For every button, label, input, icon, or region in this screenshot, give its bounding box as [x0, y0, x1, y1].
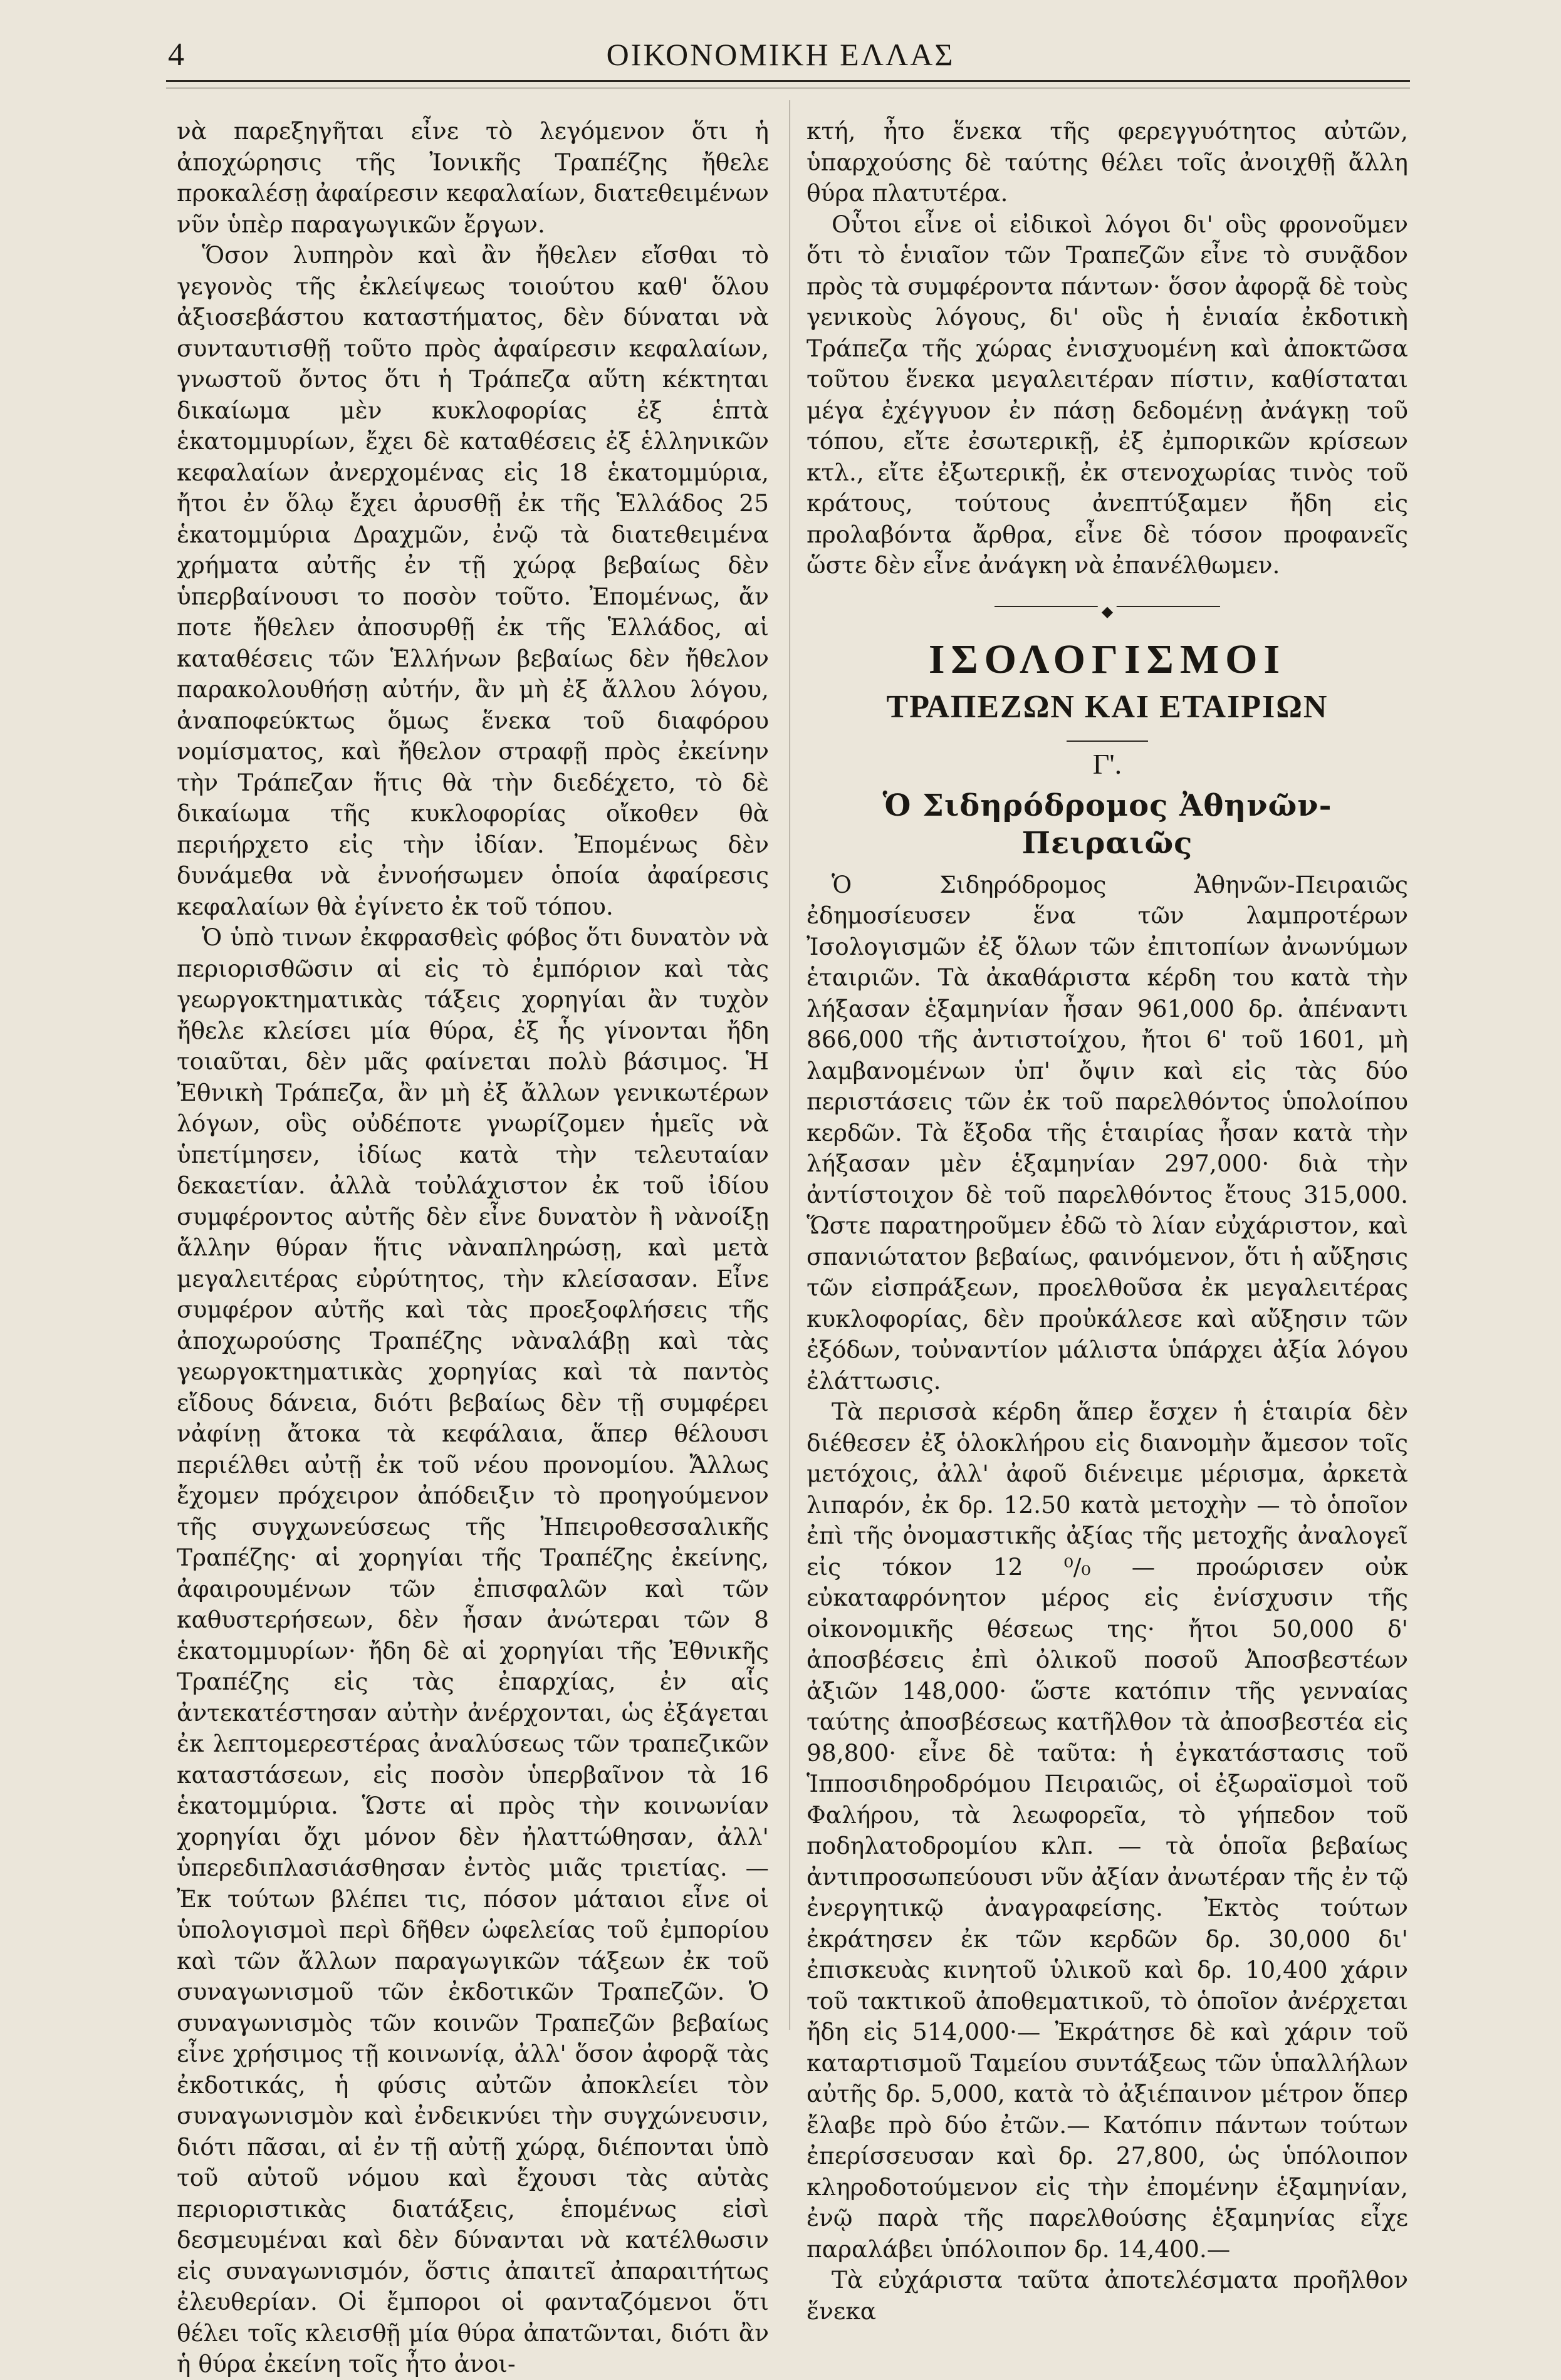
page-number: 4 [168, 37, 184, 73]
header-rule [166, 80, 1410, 82]
paragraph: Οὗτοι εἶνε οἱ εἰδικοὶ λόγοι δι' οὓς φρονοῦμεν ὅτι τὸ ἑνιαῖον τῶν Τραπεζῶν εἶνε τὸ συνᾷδον πρὸς τὰ συμφέροντα πάντων· ὅσον ἀφορᾷ δὲ τοὺς γενικοὺς λόγους, δι' οὓς ἡ ἑνιαία ἐκδοτικὴ Τράπεζα τῆς χώρας ἐνισχυομένη καὶ ἀποκτῶσα τοῦτου ἕνεκα μεγαλειτέραν πίστιν, καθίσταται μέγα ἐχέγγυον ἐν πάσῃ δεδομένῃ ἀνάγκῃ τοῦ τόπου, εἴτε ἐσωτερικῇ, ἐξ ἐμπορικῶν κρίσεων κτλ., εἴτε ἐξωτερικῇ, ἐκ στενοχωρίας τινὸς τοῦ κράτους, τούτους ἀνεπτύξαμεν ἤδη εἰς προλαβόντα ἄρθρα, εἶνε δὲ τόσον προφανεῖς ὥστε δὲν εἶνε ἀνάγκη νὰ ἐπανέλθωμεν. [807, 210, 1408, 579]
paragraph: κτή, ἦτο ἕνεκα τῆς φερεγγυότητος αὐτῶν, ὑπαρχούσης δὲ ταύτης θέλει τοῖς ἀνοιχθῇ ἄλλη θύρα πλατυτέρα. [807, 117, 1408, 207]
section-number: Γ'. [1092, 747, 1122, 780]
paragraph: Ὅσον λυπηρὸν καὶ ἂν ἤθελεν εἴσθαι τὸ γεγονὸς τῆς ἐκλείψεως τοιούτου καθ' ὅλου ἀξιοσεβάστου καταστήματος, δὲν δύναται νὰ συνταυτισθῇ τοῦτο πρὸς ἀφαίρεσιν κεφαλαίων, γνωστοῦ ὄντος ὅτι ἡ Τράπεζα αὕτη κέκτηται δικαίωμα μὲν κυκλοφορίας ἐξ ἑπτὰ ἑκατομμυρίων, ἔχει δὲ καταθέσεις ἐξ ἑλληνικῶν κεφαλαίων ἀνερχομένας εἰς 18 ἑκατομμύρια, ἤτοι ἐν ὅλῳ ἔχει ἀρυσθῇ ἐκ τῆς Ἑλλάδος 25 ἑκατομμύρια Δραχμῶν, ἐνῷ τὰ διατεθειμένα χρήματα αὐτῆς ἐν τῇ χώρᾳ βεβαίως δὲν ὑπερβαίνουσι το ποσὸν τοῦτο. Ἐπομένως, ἄν ποτε ἤθελεν ἀποσυρθῇ ἐκ τῆς Ἑλλάδος, αἱ καταθέσεις τῶν Ἑλλήνων βεβαίως δὲν ἤθελον παρακολουθήσῃ αὐτήν, ἂν μὴ ἐξ ἄλλου λόγου, ἀναποφεύκτως ὅμως ἕνεκα τοῦ διαφόρου νομίσματος, καὶ ἤθελον στραφῇ πρὸς ἐκείνην τὴν Τράπεζαν ἥτις θὰ τὴν διεδέχετο, τὸ δὲ δικαίωμα τῆς κυκλοφορίας οἴκοθεν θὰ περιήρχετο εἰς τὴν ἰδίαν. Ἐπομένως δὲν δυνάμεθα νὰ ἐννοήσωμεν ὁποία ἀφαίρεσις κεφαλαίων θὰ ἐγίνετο ἐκ τοῦ τόπου. [177, 241, 769, 920]
ornament-diamond-icon: ◆ [1098, 596, 1117, 628]
right-column [807, 116, 1408, 2325]
article-title: Ὁ Σιδηρόδρομος Ἀθηνῶν-Πειραιῶς [882, 787, 1332, 861]
section-title: ΙΣΟΛΟΓΙΣΜΟΙ [928, 636, 1287, 682]
running-head: ΟΙΚΟΝΟΜΙΚΗ ΕΛΛΑΣ [606, 37, 955, 72]
paragraph: Τὰ περισσὰ κέρδη ἅπερ ἔσχεν ἡ ἑταιρία δὲν διέθεσεν ἐξ ὁλοκλήρου εἰς διανομὴν ἄμεσον τοῖς μετόχοις, ἀλλ' ἀφοῦ διένειμε μέρισμα, ἀρκετὰ λιπαρόν, ἐκ δρ. 12.50 κατὰ μετοχὴν — τὸ ὁποῖον ἐπὶ τῆς ὀνομαστικῆς ἀξίας τῆς μετοχῆς ἀναλογεῖ εἰς τόκον 12 ⁰/₀ — προώρισεν οὐκ εὐκαταφρόνητον μέρος εἰς ἐνίσχυσιν τῆς οἰκονομικῆς θέσεως της· ἤτοι 50,000 δ' ἀποσβέσεις ἐπὶ ὀλικοῦ ποσοῦ Ἀποσβεστέων ἀξιῶν 148,000· ὥστε κατόπιν τῆς γενναίας ταύτης ἀποσβέσεως κατῆλθον τὰ ἀποσβεστέα εἰς 98,800· εἶνε δὲ ταῦτα: ἡ ἐγκατάστασις τοῦ Ἱπποσιδηροδρόμου Πειραιῶς, οἱ ἐξωραϊσμοὶ τοῦ Φαλήρου, τὰ λεωφορεῖα, τὸ γήπεδον τοῦ ποδηλατοδρομίου κλπ. — τὰ ὁποῖα βεβαίως ἀντιπροσωπεύουσι νῦν ἀξίαν ἀνωτέραν τῆς ἐν τῷ ἐνεργητικῷ ἀναγραφείσης. Ἐκτὸς τούτων ἐκράτησεν ἐκ τῶν κερδῶν δρ. 30,000 δι' ἐπισκευὰς κινητοῦ ὑλικοῦ καὶ δρ. 10,400 χάριν τοῦ τακτικοῦ ἀποθεματικοῦ, τὸ ὁποῖον ἀνέρχεται ἤδη εἰς 514,000·— Ἐκράτησε δὲ καὶ χάριν τοῦ καταρτισμοῦ Ταμείου συντάξεως τῶν ὑπαλλήλων αὐτῆς δρ. 5,000, κατὰ τὸ ἀξιέπαινον μέτρον ὅπερ ἔλαβε πρὸ δύο ἐτῶν.— Κατόπιν πάντων τούτων ἐπερίσσευσαν καὶ δρ. 27,800, ὡς ὑπόλοιπον κληροδοτούμενον εἰς τὴν ἐπομένην ἑξαμηνίαν, ἐνῷ παρὰ τῆς παρελθούσης ἑξαμηνίας εἶχε παραλάβει ὑπόλοιπον δρ. 14,400.— [807, 1398, 1408, 2263]
paragraph: Ὁ ὑπὸ τινων ἐκφρασθεὶς φόβος ὅτι δυνατὸν νὰ περιορισθῶσιν αἱ εἰς τὸ ἐμπόριον καὶ τὰς γεωργοκτηματικὰς τάξεις χορηγίαι ἂν τυχὸν ἤθελε κλείσει μία θύρα, ἐξ ἧς γίνονται ἤδη τοιαῦται, δὲν μᾶς φαίνεται πολὺ βάσιμος. Ἡ Ἐθνικὴ Τράπεζα, ἂν μὴ ἐξ ἄλλων γενικωτέρων λόγων, οὓς οὐδέποτε γνωρίζομεν ἡμεῖς νὰ ὑπετίμησεν, ἰδίως κατὰ τὴν τελευταίαν δεκαετίαν. ἀλλὰ τοὐλάχιστον ἐκ τοῦ ἰδίου συμφέροντος αὐτῆς δὲν εἶνε δυνατὸν ἢ νὰνοίξῃ ἄλλην θύραν ἥτις νὰναπληρώσῃ, καὶ μετὰ μεγαλειτέρας εὐρύτητος, τὴν κλείσασαν. Εἶνε συμφέρον αὐτῆς καὶ τὰς προεξοφλήσεις τῆς ἀποχωρούσης Τραπέζης νὰναλάβῃ καὶ τὰς γεωργοκτηματικὰς χορηγίας καὶ τὰ παντὸς εἴδους δάνεια, διότι βεβαίως δὲν τῇ συμφέρει νἀφίνῃ ἄτοκα τὰ κεφάλαια, ἅπερ θέλουσι περιέλθει αὐτῇ ἐκ τοῦ νέου προνομίου. Ἄλλως ἔχομεν πρόχειρον ἀπόδειξιν τὸ προηγούμενον τῆς συγχωνεύσεως τῆς Ἠπειροθεσσαλικῆς Τραπέζης· αἱ χορηγίαι τῆς Τραπέζης ἐκείνης, ἀφαιρουμένων τῶν ἐπισφαλῶν καὶ τῶν καθυστερήσεων, δὲν ἦσαν ἀνώτεραι τῶν 8 ἑκατομμυρίων· ἤδη δὲ αἱ χορηγίαι τῆς Ἐθνικῆς Τραπέζης εἰς τὰς ἐπαρχίας, ἐν αἷς ἀντεκατέστησαν αὐτὴν ἀνέρχονται, ὡς ἐξάγεται ἐκ λεπτομερεστέρας ἀναλύσεως τῶν τραπεζικῶν καταστάσεων, εἰς ποσὸν ὑπερβαῖνον τὰ 16 ἑκατομμύρια. Ὥστε αἱ πρὸς τὴν κοινωνίαν χορηγίαι ὄχι μόνον δὲν ἠλαττώθησαν, ἀλλ' ὑπερεδιπλασιάσθησαν ἐντὸς μιᾶς τριετίας. — Ἐκ τούτων βλέπει τις, πόσον μάταιοι εἶνε οἱ ὑπολογισμοὶ περὶ δῆθεν ὠφελείας τοῦ ἐμπορίου καὶ τῶν ἄλλων παραγωγικῶν τάξεων ἐκ τοῦ συναγωνισμοῦ τῶν ἐκδοτικῶν Τραπεζῶν. Ὁ συναγωνισμὸς τῶν κοινῶν Τραπεζῶν βεβαίως εἶνε χρήσιμος τῇ κοινωνίᾳ, ἀλλ' ὅσον ἀφορᾷ τὰς ἐκδοτικάς, ἡ φύσις αὐτῶν ἀποκλείει τὸν συναγωνισμὸν καὶ ἐνδεικνύει τὴν συγχώνευσιν, διότι πᾶσαι, αἱ ἐν τῇ αὐτῇ χώρᾳ, διέπονται ὑπὸ τοῦ αὐτοῦ νόμου καὶ ἔχουσι τὰς αὐτὰς περιοριστικὰς διατάξεις, ἑπομένως εἰσὶ δεσμευμέναι καὶ δὲν δύνανται νὰ κατέλθωσιν εἰς συναγωνισμόν, ὅστις ἀπαιτεῖ ἀπαραιτήτως ἐλευθερίαν. Οἱ ἔμποροι οἱ φανταζόμενοι ὅτι θέλει τοῖς κλεισθῇ μία θύρα ἀπατῶνται, διότι ἂν ἡ θύρα ἐκείνη τοῖς ἦτο ἀνοι- [177, 923, 769, 2377]
left-column [177, 116, 769, 2377]
section-rule [1067, 741, 1148, 742]
paragraph: Ὁ Σιδηρόδρομος Ἀθηνῶν-Πειραιῶς ἐδημοσίευσεν ἕνα τῶν λαμπροτέρων Ἰσολογισμῶν ἐξ ὅλων τῶν ἐπιτοπίων ἀνωνύμων ἑταιριῶν. Τὰ ἀκαθάριστα κέρδη του κατὰ τὴν λήξασαν ἑξαμηνίαν ἦσαν 961,000 δρ. ἀπέναντι 866,000 τῆς ἀντιστοίχου, ἤτοι 6' τοῦ 1601, μὴ λαμβανομένων ὑπ' ὄψιν καὶ εἰς τὰς δύο περιστάσεις τῶν ἐκ τοῦ παρελθόντος ὑπολοίπου κερδῶν. Τὰ ἔξοδα τῆς ἑταιρίας ἦσαν κατὰ τὴν λήξασαν μὲν ἑξαμηνίαν 297,000· διὰ τὴν ἀντίστοιχον δὲ τοῦ παρελθόντος ἔτους 315,000. Ὥστε παρατηροῦμεν ἐδῶ τὸ λίαν εὐχάριστον, καὶ σπανιώτατον βεβαίως, φαινόμενον, ὅτι ἡ αὔξησις τῶν εἰσπράξεων, προελθοῦσα ἐκ μεγαλειτέρας κυκλοφορίας, δὲν προὐκάλεσε καὶ αὔξησιν τῶν ἐξόδων, τοὐναντίον μάλιστα ὑπάρχει ἀξία λόγου ἐλάττωσις. [807, 870, 1408, 1395]
paragraph: νὰ παρεξηγῆται εἶνε τὸ λεγόμενον ὅτι ἡ ἀποχώρησις τῆς Ἰονικῆς Τραπέζης ἤθελε προκαλέσῃ ἀφαίρεσιν κεφαλαίων, διατεθειμένων νῦν ὑπὲρ παραγωγικῶν ἔργων. [177, 117, 769, 238]
ornament-rule [995, 602, 1220, 620]
section-subtitle: ΤΡΑΠΕΖΩΝ ΚΑΙ ΕΤΑΙΡΙΩΝ [886, 689, 1329, 725]
paragraph: Τὰ εὐχάριστα ταῦτα ἀποτελέσματα προῆλθον ἕνεκα [807, 2266, 1408, 2325]
